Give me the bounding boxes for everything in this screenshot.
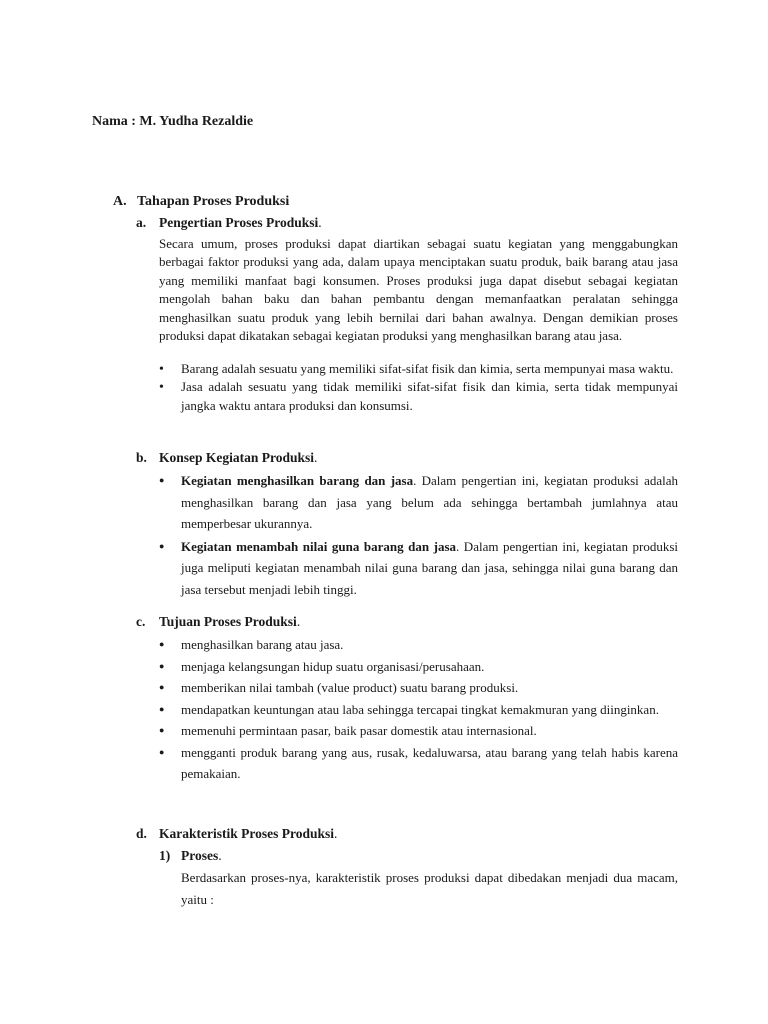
subsection-d-heading — [136, 826, 337, 842]
list-item: ● memberikan nilai tambah (value product) suatu barang produksi. — [159, 677, 678, 699]
list-item: ● mendapatkan keuntungan atau laba sehingga tercapai tingkat kemakmuran yang diinginkan. — [159, 699, 678, 721]
bullet-icon — [159, 536, 181, 560]
section-a-title: Tahapan Proses Produksi — [137, 194, 290, 209]
list-item: • Jasa adalah sesuatu yang tidak memiliki sifat-sifat fisik dan kimia, serta tidak mempunyai jangka waktu antara produksi dan konsumsi. — [159, 378, 678, 415]
subsection-a-title: Pengertian Proses Produksi — [159, 215, 319, 230]
item-1-heading — [159, 848, 222, 864]
list-item: ● menghasilkan barang atau jasa. — [159, 634, 678, 656]
bullet-icon — [159, 656, 181, 680]
subsection-b-bullets — [159, 470, 678, 600]
subsection-a-paragraph: Secara umum, proses produksi dapat diartikan sebagai suatu kegiatan yang menggabungkan berbagai faktor produksi yang ada, dalam upaya menciptakan suatu produk, baik barang atau jasa yang memiliki manfaat bagi konsumen. Proses produksi juga dapat disebut sebagai kegiatan mengolah bahan baku dan bahan pembantu dengan memanfaatkan peralatan sehingga menghasilkan suatu produk yang lebih bernilai dari bahan awalnya. Dengan demikian proses produksi dapat dikatakan sebagai kegiatan produksi yang menghasilkan barang atau jasa. — [159, 236, 678, 344]
section-a-heading — [113, 194, 678, 210]
subsection-a-letter: a. — [136, 215, 147, 230]
subsection-a-heading — [136, 215, 322, 231]
subsection-c-title-suffix: . — [296, 614, 301, 629]
subsection-d-title-suffix: . — [334, 826, 338, 841]
item-1-number: 1) — [159, 848, 171, 863]
author-name-line: Nama : M. Yudha Rezaldie — [92, 114, 254, 129]
list-item: ● mengganti produk barang yang aus, rusak, kedaluwarsa, atau barang yang telah habis karena pemakaian. — [159, 742, 678, 785]
item-1-title-suffix: . — [218, 848, 222, 863]
item-1-paragraph: Berdasarkan proses-nya, karakteristik proses produksi dapat dibedakan menjadi dua macam, yaitu : — [181, 870, 678, 907]
subsection-b-heading — [136, 450, 317, 466]
subsection-d-title: Karakteristik Proses Produksi — [159, 826, 335, 841]
list-item: ● menjaga kelangsungan hidup suatu organisasi/perusahaan. — [159, 656, 678, 678]
subsection-d-letter: d. — [136, 826, 147, 841]
subsection-a-title-suffix: . — [318, 215, 322, 230]
subsection-b-letter: b. — [136, 450, 147, 465]
item-1-title: Proses — [181, 848, 219, 863]
bullet-icon — [159, 699, 181, 723]
bullet-icon — [159, 360, 181, 379]
subsection-b-title: Konsep Kegiatan Produksi — [159, 450, 315, 465]
subsection-c-bullets — [159, 634, 678, 785]
list-item: ● Kegiatan menghasilkan barang dan jasa. Dalam pengertian ini, kegiatan produksi adalah menghasilkan barang dan jasa yang belum ada sehingga bertambah jumlahnya atau memperbesar ukurannya. — [159, 470, 678, 535]
section-a-letter: A. — [113, 194, 127, 209]
subsection-c-heading — [136, 614, 300, 630]
subsection-c-letter: c. — [136, 614, 146, 629]
list-item: • Barang adalah sesuatu yang memiliki sifat-sifat fisik dan kimia, serta mempunyai masa waktu. — [159, 360, 678, 378]
bullet-icon — [159, 742, 181, 766]
subsection-b-title-suffix: . — [314, 450, 318, 465]
list-item: ● memenuhi permintaan pasar, baik pasar domestik atau internasional. — [159, 720, 678, 742]
subsection-c-title: Tujuan Proses Produksi — [159, 614, 297, 629]
list-item: ● Kegiatan menambah nilai guna barang dan jasa. Dalam pengertian ini, kegiatan produksi juga meliputi kegiatan menambah nilai guna barang dan jasa, sehingga nilai guna barang dan jasa tersebut menjadi lebih tinggi. — [159, 536, 678, 601]
bullet-icon — [159, 677, 181, 701]
bullet-icon — [159, 470, 181, 494]
bullet-icon — [159, 634, 181, 658]
subsection-a-bullets — [159, 360, 678, 415]
bullet-icon — [159, 378, 181, 397]
bullet-icon — [159, 720, 181, 744]
